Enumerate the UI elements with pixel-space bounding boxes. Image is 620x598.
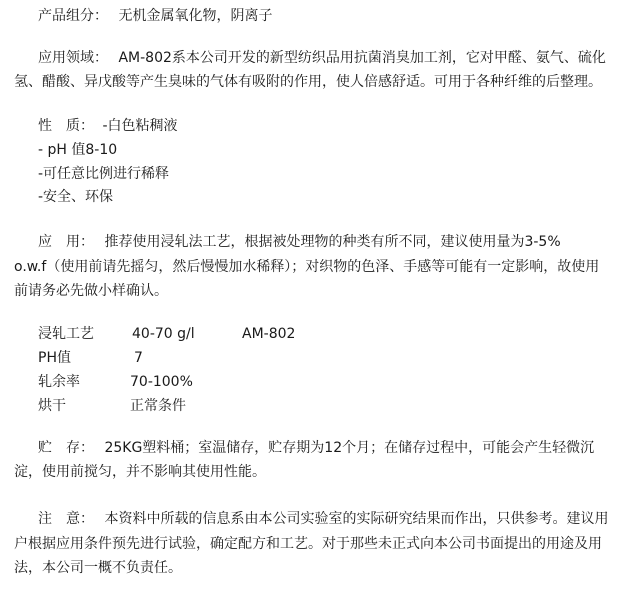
properties-item-0: -白色粘稠液 bbox=[102, 118, 178, 134]
notice-text1: 本资料中所载的信息系由本公司实验室的实际研究结果而作出，只供参考。建议用 bbox=[104, 511, 609, 527]
storage-line1 bbox=[38, 438, 594, 458]
process-value-2: 70-100% bbox=[130, 374, 193, 390]
application-field-line2: 氢、醋酸、异戊酸等产生臭味的气体有吸附的作用，使人倍感舒适。可用于各种纤维的后整理。 bbox=[14, 74, 602, 90]
notice-line1 bbox=[38, 509, 608, 529]
notice-line2: 户根据应用条件预先进行试验，确定配方和工艺。对于那些未正式向本公司书面提出的用途及用 bbox=[14, 536, 602, 552]
process-value-0: 40-70 g/l bbox=[132, 326, 195, 342]
properties-line1 bbox=[38, 116, 178, 136]
process-extra-0: AM-802 bbox=[242, 326, 296, 342]
usage-line1 bbox=[38, 232, 561, 252]
application-field-label: 应用领域： bbox=[38, 50, 108, 66]
storage-text1: 25KG塑料桶；室温储存，贮存期为12个月；在储存过程中，可能会产生轻微沉 bbox=[104, 440, 595, 456]
process-name-1: PH值 bbox=[38, 350, 71, 366]
usage-label: 应 用： bbox=[38, 234, 94, 250]
notice-label: 注 意： bbox=[38, 511, 94, 527]
composition-line bbox=[38, 6, 272, 26]
process-name-0: 浸轧工艺 bbox=[38, 326, 94, 342]
properties-item-1: - pH 值8-10 bbox=[38, 142, 118, 158]
composition-label: 产品组分： bbox=[38, 8, 108, 24]
properties-item-2: -可任意比例进行稀释 bbox=[38, 166, 170, 182]
storage-line2: 淀，使用前搅匀，并不影响其使用性能。 bbox=[14, 464, 266, 480]
process-value-3: 正常条件 bbox=[130, 398, 186, 414]
properties-item-3: -安全、环保 bbox=[38, 189, 114, 205]
application-field-text1: AM-802系本公司开发的新型纺织品用抗菌消臭加工剂，它对甲醛、氨气、硫化 bbox=[118, 50, 606, 66]
process-value-1: 7 bbox=[134, 350, 143, 366]
usage-text1: 推荐使用浸轧法工艺，根据被处理物的种类有所不同，建议使用量为3-5% bbox=[104, 234, 561, 250]
usage-line3: 前请务必先做小样确认。 bbox=[14, 283, 168, 299]
process-name-2: 轧余率 bbox=[38, 374, 80, 390]
composition-text: 无机金属氧化物，阴离子 bbox=[118, 8, 273, 24]
properties-label: 性 质： bbox=[38, 118, 94, 134]
process-name-3: 烘干 bbox=[38, 398, 66, 414]
application-field-line1 bbox=[38, 48, 606, 68]
notice-line3: 法，本公司一概不负责任。 bbox=[14, 560, 182, 576]
usage-line2: o.w.f（使用前请先摇匀，然后慢慢加水稀释）；对织物的色泽、手感等可能有一定影响，故使用 bbox=[14, 259, 600, 275]
storage-label: 贮 存： bbox=[38, 440, 94, 456]
